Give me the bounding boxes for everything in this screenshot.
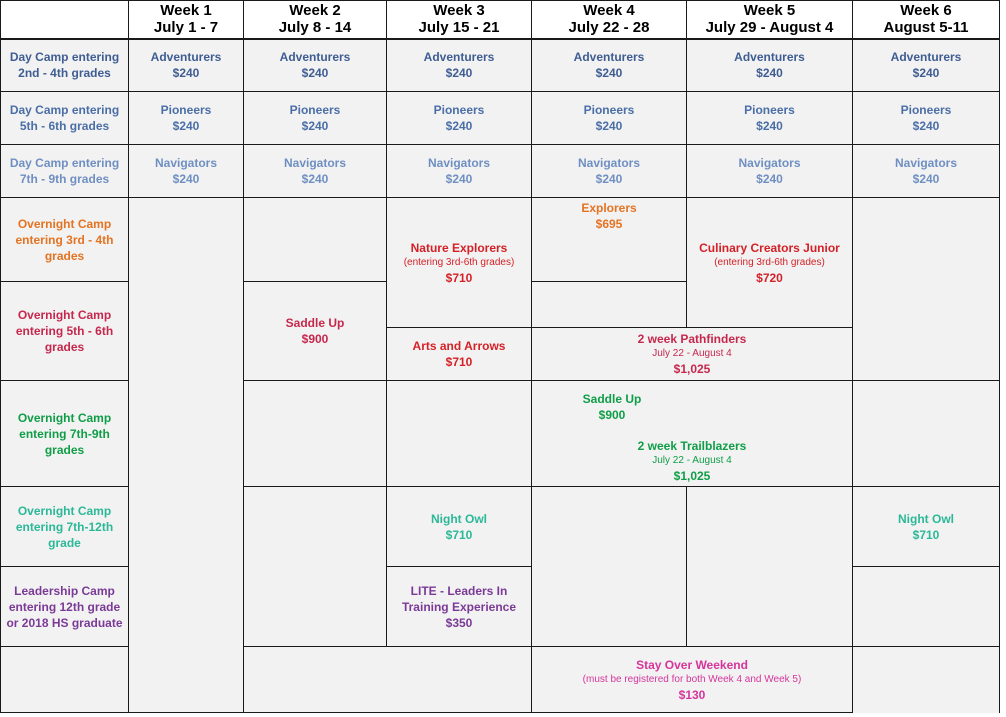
pioneers-w5[interactable]	[687, 92, 853, 145]
program-name: Saddle Up	[285, 316, 345, 330]
program-note: (entering 3rd-6th grades)	[714, 256, 825, 268]
w5-overnight-7-12-empty	[687, 487, 853, 647]
night-owl-w3-cell[interactable]	[387, 487, 532, 567]
lite-cell[interactable]	[387, 567, 532, 647]
week-label: Week 4	[583, 2, 635, 20]
nature-explorers-cell[interactable]	[387, 198, 532, 328]
program-name: Pioneers	[160, 103, 212, 117]
navigators-w4[interactable]	[532, 145, 687, 198]
program-price: $240	[595, 119, 623, 133]
program-name: Adventurers	[573, 50, 645, 65]
program-name: Night Owl	[431, 511, 487, 526]
pioneers-w3[interactable]	[387, 92, 532, 145]
row-label-leadership: Leadership Camp entering 12th grade or 2018 HS graduate	[1, 567, 129, 647]
program-price: $240	[912, 172, 940, 186]
program-name: Adventurers	[423, 50, 495, 65]
day-camp-row-3	[1, 145, 1000, 198]
program-price: $130	[678, 687, 706, 702]
trailblazers-cell[interactable]	[532, 381, 853, 487]
program-name: Nature Explorers	[410, 240, 508, 255]
program-name: Stay Over Weekend	[636, 657, 748, 672]
w4-gap-empty	[532, 282, 687, 328]
overnight-row-3-4	[1, 198, 1000, 282]
pioneers-w1[interactable]	[129, 92, 244, 145]
week-1-empty-block	[129, 198, 244, 713]
navigators-w1[interactable]	[129, 145, 244, 198]
w4-overnight-7-12-empty	[532, 487, 687, 647]
saddle-up-w4-group	[532, 391, 692, 423]
row-label-day-camp-2-4: Day Camp entering 2nd - 4th grades	[1, 39, 129, 92]
program-price: $240	[912, 119, 940, 133]
week-label: Week 2	[289, 2, 341, 20]
program-name: Navigators	[154, 156, 218, 170]
week-label: Week 6	[900, 2, 952, 20]
week-dates: July 8 - 14	[278, 19, 352, 37]
adventurers-w4[interactable]	[532, 39, 687, 92]
week-label: Week 1	[160, 2, 212, 20]
program-name: Night Owl	[898, 511, 954, 526]
day-camp-row-2	[1, 92, 1000, 145]
program-price: $240	[912, 66, 940, 81]
program-name: Adventurers	[150, 50, 222, 65]
row-label-empty	[1, 647, 129, 713]
program-name: Adventurers	[734, 50, 805, 65]
trailblazers-group	[532, 438, 852, 484]
program-price: $240	[172, 66, 200, 81]
week-6-header	[853, 1, 1000, 39]
program-price: $900	[301, 332, 329, 346]
program-name: Adventurers	[279, 50, 351, 65]
navigators-w2[interactable]	[244, 145, 387, 198]
week-4-header	[532, 1, 687, 39]
program-name: Explorers	[581, 201, 637, 215]
program-name: Arts and Arrows	[412, 339, 506, 353]
day-camp-row-1	[1, 39, 1000, 92]
program-name: Pioneers	[583, 103, 635, 117]
row-label-overnight-3-4: Overnight Camp entering 3rd - 4th grades	[1, 198, 129, 282]
adventurers-w5[interactable]	[687, 39, 853, 92]
program-price: $710	[445, 355, 473, 369]
row-label-overnight-5-6: Overnight Camp entering 5th - 6th grades	[1, 282, 129, 381]
adventurers-w1[interactable]	[129, 39, 244, 92]
program-note: (entering 3rd-6th grades)	[403, 256, 515, 268]
night-owl-w6-cell[interactable]	[853, 487, 1000, 567]
program-price: $710	[912, 527, 940, 542]
w6-overnight-7-9-empty	[853, 381, 1000, 487]
program-name: Navigators	[283, 156, 347, 170]
program-price: $240	[756, 119, 783, 133]
program-price: $1,025	[673, 469, 711, 483]
program-name: Navigators	[427, 156, 491, 170]
program-price: $710	[445, 270, 473, 285]
w3-overnight-7-9-empty	[387, 381, 532, 487]
week-5-header	[687, 1, 853, 39]
week-label: Week 3	[433, 2, 485, 20]
program-price: $240	[172, 119, 200, 133]
week-1-header	[129, 1, 244, 39]
week-dates: July 1 - 7	[153, 19, 219, 37]
program-price: $695	[595, 217, 623, 231]
week-6-overnight-empty	[853, 198, 1000, 381]
program-price: $350	[445, 615, 473, 630]
program-name: Navigators	[577, 156, 641, 170]
program-name: Navigators	[738, 156, 801, 170]
program-name: Pioneers	[433, 103, 485, 117]
program-name: Navigators	[894, 156, 958, 170]
program-note: (must be registered for both Week 4 and Week 5)	[582, 673, 802, 685]
pathfinders-cell[interactable]	[532, 328, 853, 381]
adventurers-w6[interactable]	[853, 39, 1000, 92]
stay-over-weekend-cell[interactable]	[532, 647, 853, 713]
program-price: $240	[756, 172, 783, 186]
week-dates: July 22 - 28	[568, 19, 650, 37]
w2-overnight-7-9-empty	[244, 381, 387, 487]
week-dates: August 5-11	[883, 19, 969, 37]
week-label: Week 5	[743, 2, 796, 20]
navigators-w6[interactable]	[853, 145, 1000, 198]
adventurers-w3[interactable]	[387, 39, 532, 92]
program-price: $240	[445, 119, 473, 133]
week-dates: July 29 - August 4	[705, 19, 834, 37]
program-name: Adventurers	[890, 50, 962, 65]
program-price: $1,025	[673, 362, 711, 376]
w3-leadership-empty	[853, 567, 1000, 647]
program-price: $240	[445, 66, 473, 81]
arts-and-arrows-cell[interactable]	[387, 328, 532, 381]
pioneers-w2[interactable]	[244, 92, 387, 145]
program-price: $720	[756, 270, 783, 285]
pioneers-w4[interactable]	[532, 92, 687, 145]
program-price: $710	[445, 527, 473, 542]
program-name: Culinary Creators Junior	[699, 240, 840, 255]
program-dates: July 22 - August 4	[652, 348, 732, 359]
program-price: $240	[595, 172, 623, 186]
saddle-up-w2-cell[interactable]	[244, 282, 387, 381]
program-price: $240	[301, 66, 329, 81]
program-price: $900	[598, 408, 626, 422]
row-label-overnight-7-12: Overnight Camp entering 7th-12th grade	[1, 487, 129, 567]
explorers-cell[interactable]	[532, 198, 687, 282]
week-dates: July 15 - 21	[418, 19, 500, 37]
pioneers-w6[interactable]	[853, 92, 1000, 145]
program-price: $240	[301, 119, 329, 133]
program-name: Pioneers	[900, 103, 952, 117]
program-dates: July 22 - August 4	[652, 455, 732, 466]
program-name: Pioneers	[289, 103, 341, 117]
program-name: Saddle Up	[582, 392, 642, 406]
header-row	[1, 1, 1000, 39]
program-price: $240	[445, 172, 473, 186]
program-name: Pioneers	[744, 103, 795, 117]
navigators-w5[interactable]	[687, 145, 853, 198]
program-name: LITE - Leaders In Training Experience	[401, 583, 517, 614]
culinary-creators-cell[interactable]	[687, 198, 853, 328]
program-name: 2 week Trailblazers	[637, 439, 747, 453]
week-2-header	[244, 1, 387, 39]
corner-cell	[1, 1, 129, 39]
w2-w3-stay-empty	[244, 647, 532, 713]
explorers-group	[532, 200, 686, 232]
program-price: $240	[595, 66, 623, 81]
navigators-w3[interactable]	[387, 145, 532, 198]
program-price: $240	[301, 172, 329, 186]
w2-overnight-7-12-empty	[244, 487, 387, 647]
row-label-day-camp-7-9: Day Camp entering 7th - 9th grades	[1, 145, 129, 198]
w2-overnight-3-4-empty	[244, 198, 387, 282]
program-price: $240	[172, 172, 200, 186]
program-name: 2 week Pathfinders	[637, 332, 747, 346]
program-price: $240	[756, 66, 783, 81]
row-label-overnight-7-9: Overnight Camp entering 7th-9th grades	[1, 381, 129, 487]
week-3-header	[387, 1, 532, 39]
adventurers-w2[interactable]	[244, 39, 387, 92]
row-label-day-camp-5-6: Day Camp entering 5th - 6th grades	[1, 92, 129, 145]
